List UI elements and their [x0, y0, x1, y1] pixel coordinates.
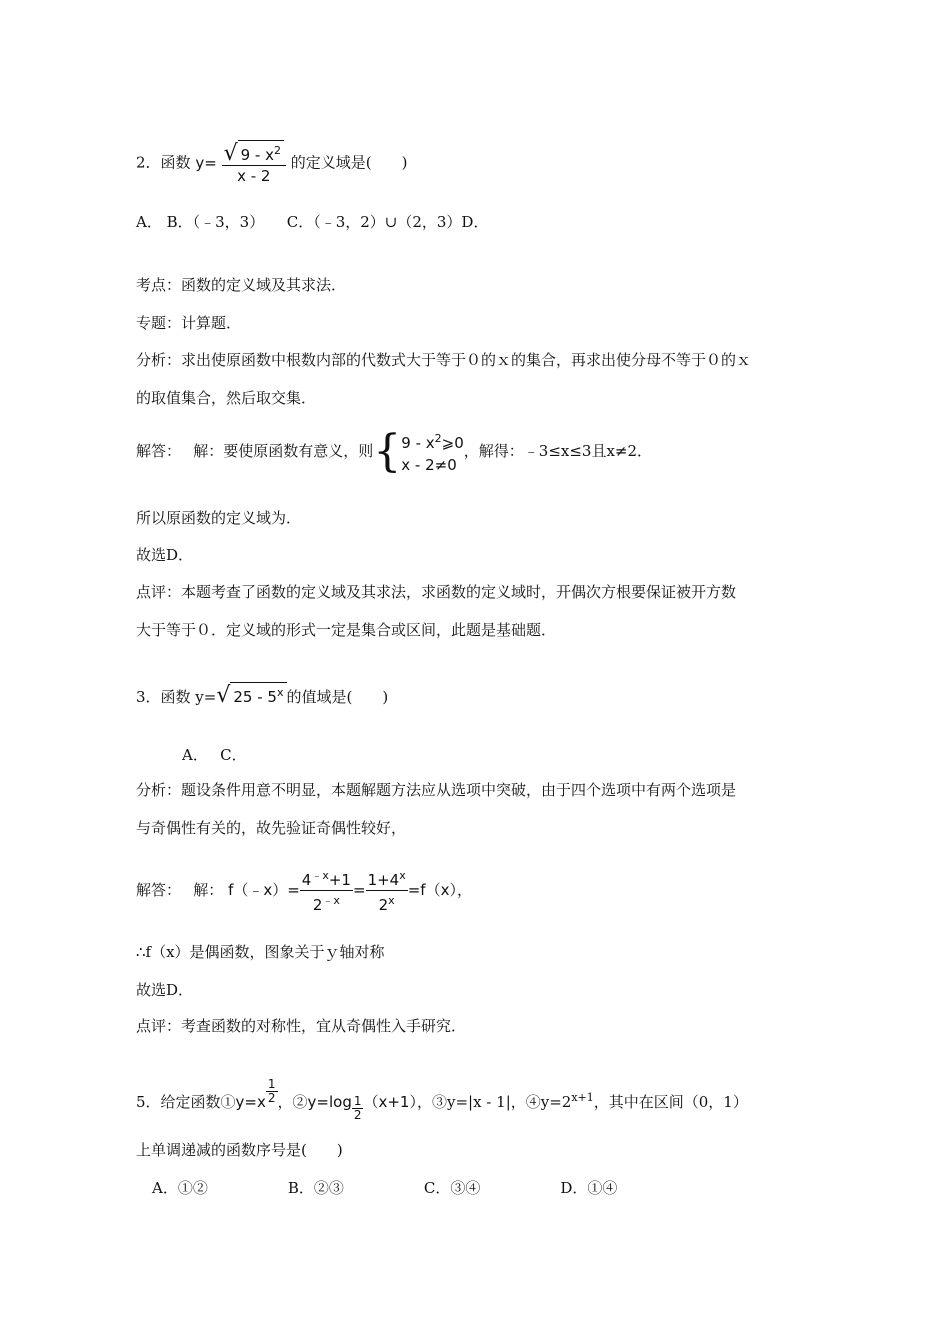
q3-fraction-2-numerator: $1+4^x$ — [366, 866, 408, 891]
q2-stem-suffix: 的定义域是( ) — [290, 153, 408, 172]
q2-jieda-suffix: ，解得：﹣3≤x≤3且x≠2． — [463, 442, 653, 460]
q2-jieda-prefix: 解答： 解：要使原函数有意义，则 — [136, 442, 374, 460]
q3-fenxi-line2: 与奇偶性有关的，故先验证奇偶性较好， — [136, 819, 407, 837]
q5-stem-prefix: 5．给定函数① — [136, 1093, 236, 1111]
q5-sep2: ，② — [277, 1093, 308, 1111]
q3-equals: = — [352, 881, 366, 899]
q5-stem-line2: 上单调递减的函数序号是( ) — [136, 1141, 343, 1159]
q3-f-rhs: =f（x）， — [407, 881, 472, 899]
q3-fraction-2-denominator: 2$^x$ — [378, 894, 395, 914]
q3-dianping: 点评：考查函数的对称性，宜从奇偶性入手研究． — [136, 1017, 467, 1035]
q2-dianping-line2: 大于等于０．定义域的形式一定是集合或区间，此题是基础题． — [136, 621, 557, 639]
q3-stem-prefix: 3．函数 y= — [136, 688, 217, 706]
q3-options: A． C． — [182, 746, 247, 764]
q5-function-1: y=x $\frac{1}{2}$ — [235, 1077, 276, 1111]
q3-stem — [136, 682, 388, 707]
q5-function-2: y=log $\frac{1}{2}$ （x+1） — [307, 1093, 417, 1122]
q2-stem-prefix: 2．函数 — [136, 153, 191, 172]
q3-fenxi-line1: 分析：题设条件用意不明显，本题解题方法应从选项中突破，由于四个选项中有两个选项是 — [136, 781, 737, 799]
q2-choose: 故选D． — [136, 546, 194, 564]
q5-option-c: C．③④ — [423, 1179, 481, 1197]
q5-options — [152, 1178, 617, 1198]
q2-zhuanti: 专题：计算题． — [136, 314, 242, 332]
q3-fraction-1-numerator: $4^{﹣x}+1$ — [300, 866, 353, 891]
q2-options: A． B．（﹣3，3） C．（﹣3，2）∪（2，3）D． — [136, 213, 489, 231]
q3-fraction-2 — [366, 866, 408, 915]
q2-sys-line1: $9 - x^2⩾0$ — [401, 432, 464, 452]
q2-fraction — [222, 140, 286, 186]
q2-inequality-system — [401, 428, 464, 476]
q2-func-lhs: y= — [195, 153, 217, 172]
q5-option-b: B．②③ — [287, 1179, 344, 1197]
q5-option-a: A．①② — [152, 1179, 208, 1197]
q5-stem-line1 — [136, 1078, 748, 1122]
q2-fraction-denominator: x - 2 — [237, 167, 271, 185]
q3-fraction-1 — [300, 866, 353, 915]
q2-fraction-numerator — [222, 140, 286, 166]
q3-choose: 故选D． — [136, 981, 194, 999]
q2-fenxi-line1: 分析：求出使原函数中根数内部的代数式大于等于０的ｘ的集合，再求出使分母不等于０的ｘ — [136, 351, 752, 369]
q3-sqrt: √ 25 - 5$^x$ — [216, 682, 286, 707]
q5-stem-rest: ，③y=|x - 1|，④y=2 — [416, 1093, 572, 1111]
q3-fraction-1-denominator: $2^{﹣x}$ — [312, 894, 340, 914]
q3-stem-suffix: 的值域是( ) — [286, 688, 389, 706]
q2-dianping-line1: 点评：本题考查了函数的定义域及其求法，求函数的定义域时，开偶次方根要保证被开方数 — [136, 583, 737, 601]
q3-jieda-prefix: 解答： 解： — [136, 881, 224, 899]
q2-conclusion: 所以原函数的定义域为． — [136, 509, 302, 527]
q2-fenxi-line2: 的取值集合，然后取交集． — [136, 389, 317, 407]
q2-jieda — [136, 428, 652, 476]
q2-brace: { — [373, 426, 402, 477]
q2-sqrt: √ $9 - x^2$ — [224, 140, 284, 165]
q2-function-formula — [195, 141, 290, 185]
q2-stem — [136, 140, 407, 186]
q5-option-d: D．①④ — [560, 1179, 618, 1197]
q3-f-equation — [228, 869, 472, 914]
q3-therefore: ∴f（x）是偶函数，图象关于ｙ轴对称 — [136, 943, 385, 961]
q2-sys-line2: x - 2≠0 — [401, 456, 457, 474]
q5-function-4-exponent: x+1 — [571, 1091, 594, 1104]
q3-f-lhs: f（﹣x）= — [228, 881, 300, 899]
q5-stem-tail: ，其中在区间（0，1） — [593, 1093, 748, 1111]
q3-jieda — [136, 866, 472, 915]
q2-kaodian: 考点：函数的定义域及其求法． — [136, 276, 347, 294]
